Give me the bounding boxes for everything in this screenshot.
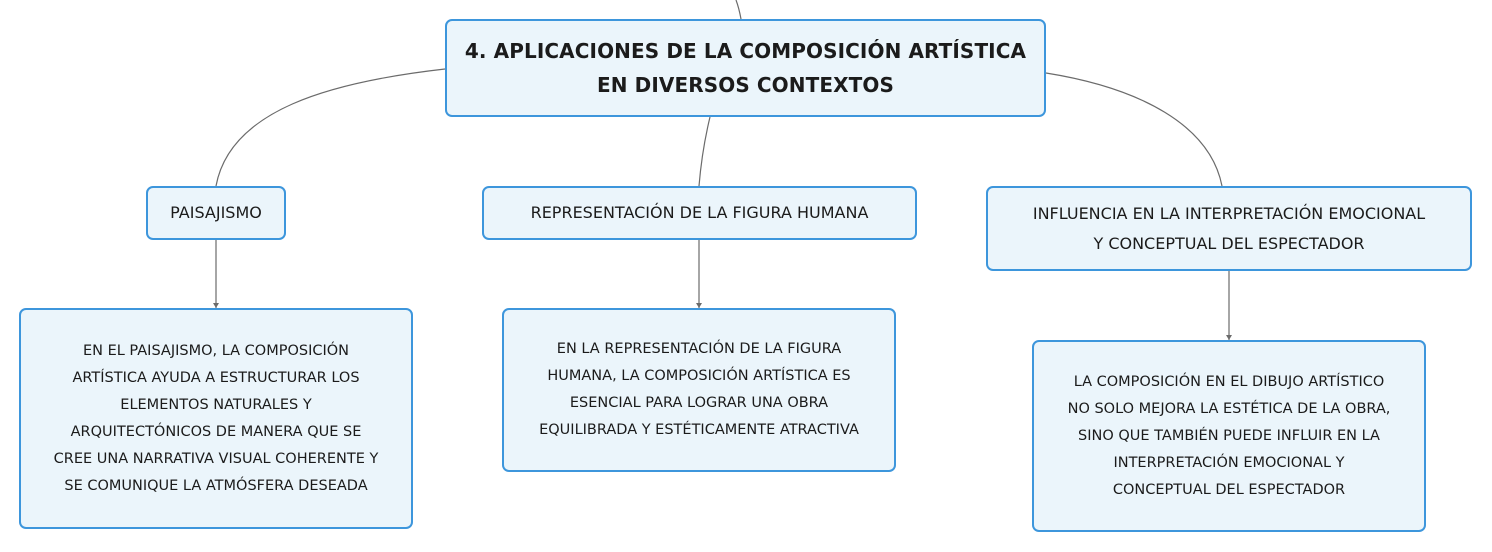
subtopic-node-figura-humana[interactable]: [482, 186, 917, 240]
subtopic-label: INFLUENCIA EN LA INTERPRETACIÓN EMOCIONAL Y CONCEPTUAL DEL ESPECTADOR: [1032, 203, 1426, 253]
detail-text: EN EL PAISAJISMO, LA COMPOSICIÓN ARTÍSTICA AYUDA A ESTRUCTURAR LOS ELEMENTOS NATURALES Y ARQUITECTÓNICOS DE MANERA QUE SE CREE UNA NARRATIVA VISUAL COHERENTE Y SE COMUNIQUE LA ATMÓSFERA DESEADA: [53, 342, 379, 494]
connector-main-to-figura-humana: [699, 117, 710, 186]
subtopic-node-influencia[interactable]: [986, 186, 1472, 271]
subtopic-node-paisajismo[interactable]: [146, 186, 286, 240]
detail-text: EN LA REPRESENTACIÓN DE LA FIGURA HUMANA, LA COMPOSICIÓN ARTÍSTICA ES ESENCIAL PARA LOGRAR UNA OBRA EQUILIBRADA Y ESTÉTICAMENTE ATRACTIVA: [539, 341, 859, 438]
subtopic-label: REPRESENTACIÓN DE LA FIGURA HUMANA: [530, 203, 869, 222]
detail-node-paisajismo[interactable]: [19, 308, 413, 529]
subtopic-label: PAISAJISMO: [170, 203, 262, 222]
main-topic-label: 4. APLICACIONES DE LA COMPOSICIÓN ARTÍSTICA EN DIVERSOS CONTEXTOS: [464, 39, 1027, 97]
connector-parent-to-main: [736, 0, 741, 19]
connector-main-to-influencia: [1046, 73, 1222, 186]
detail-node-influencia[interactable]: [1032, 340, 1426, 532]
detail-text: LA COMPOSICIÓN EN EL DIBUJO ARTÍSTICO NO SOLO MEJORA LA ESTÉTICA DE LA OBRA, SINO QUE TAMBIÉN PUEDE INFLUIR EN LA INTERPRETACIÓN EMOCIONAL Y CONCEPTUAL DEL ESPECTADOR: [1067, 373, 1391, 498]
connector-main-to-paisajismo: [216, 69, 445, 186]
detail-node-figura-humana[interactable]: [502, 308, 896, 472]
main-topic-node[interactable]: [445, 19, 1046, 117]
